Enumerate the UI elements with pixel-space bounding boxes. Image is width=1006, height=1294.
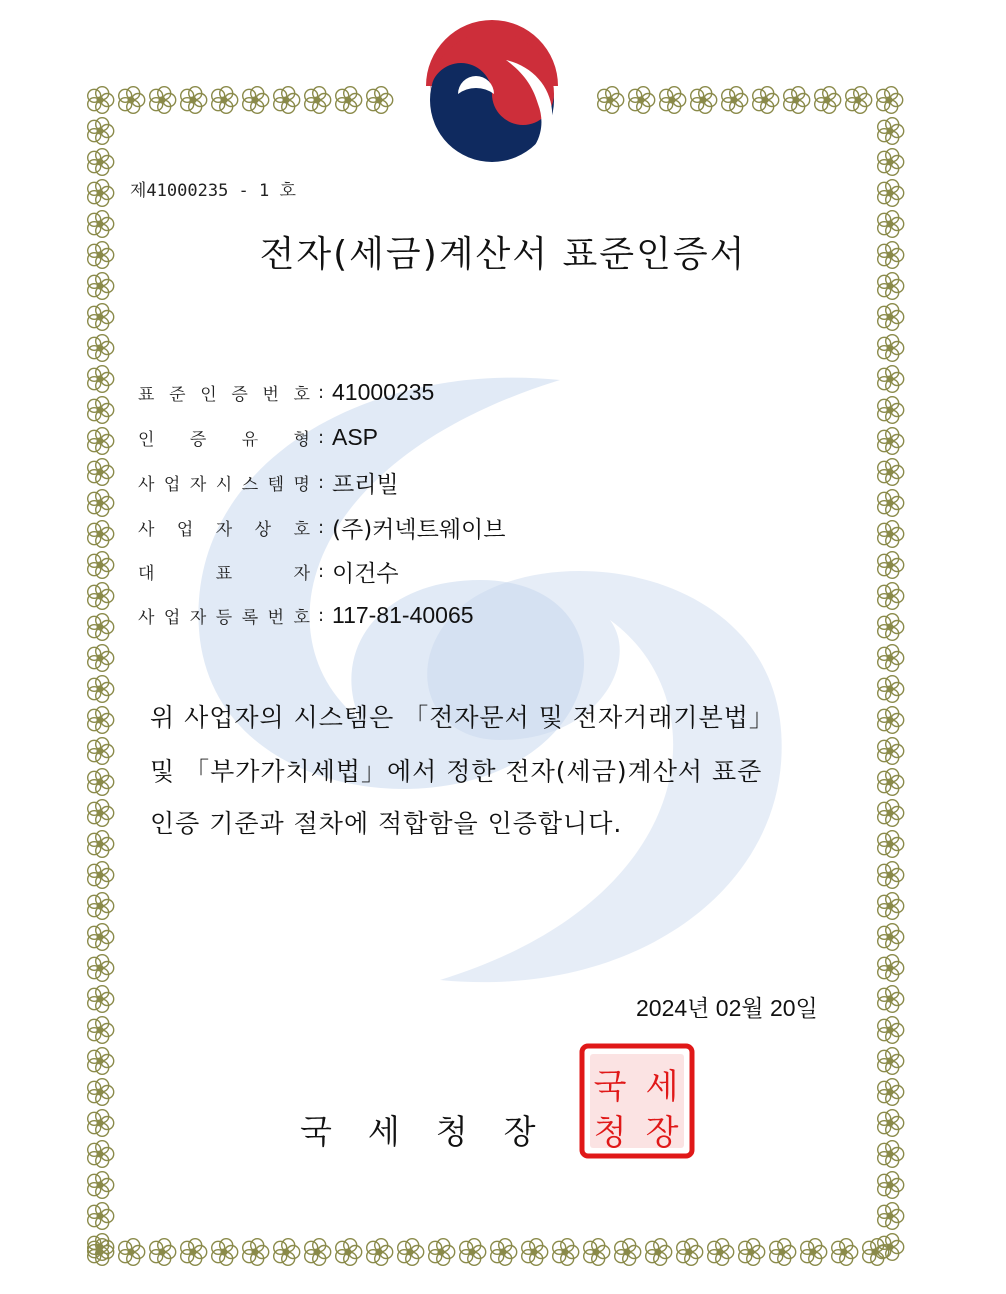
svg-text:장: 장 xyxy=(645,1113,679,1153)
statement-line-1: 위 사업자의 시스템은 「전자문서 및 전자거래기본법」 xyxy=(150,703,775,732)
svg-text:세: 세 xyxy=(645,1067,679,1107)
field-colon: : xyxy=(317,471,325,493)
svg-text:국: 국 xyxy=(593,1067,627,1107)
field-label: 표 준 인 증 번 호 xyxy=(138,384,310,405)
certificate-number: 제41000235 - 1 호 xyxy=(130,181,296,201)
svg-text:청: 청 xyxy=(593,1113,627,1153)
issue-date: 2024년 02월 20일 xyxy=(636,995,818,1021)
field-value: ASP xyxy=(332,423,379,450)
field-value: (주)커넥트웨이브 xyxy=(332,516,506,543)
field-colon: : xyxy=(317,381,325,403)
statement-line-2: 및 「부가가치세법」에서 정한 전자(세금)계산서 표준 xyxy=(150,757,763,786)
field-colon: : xyxy=(317,516,325,538)
field-label: 사 업 자 등 록 번 호 xyxy=(138,607,310,628)
field-colon: : xyxy=(317,560,325,582)
certificate-title: 전자(세금)계산서 표준인증서 xyxy=(259,234,747,275)
field-label: 인 증 유 형 xyxy=(138,429,310,450)
field-label: 사 업 자 시 스 템 명 xyxy=(138,474,310,495)
field-value: 117-81-40065 xyxy=(332,601,474,628)
field-colon: : xyxy=(317,426,325,448)
statement-line-3: 인증 기준과 절차에 적합함을 인증합니다. xyxy=(150,809,623,838)
field-value: 이건수 xyxy=(332,560,399,587)
field-colon: : xyxy=(317,604,325,626)
field-label: 대 표 자 xyxy=(138,563,310,584)
field-value: 프리빌 xyxy=(332,471,399,498)
field-value: 41000235 xyxy=(332,378,435,405)
field-label: 사 업 자 상 호 xyxy=(138,519,310,540)
issuer-name: 국세청장 xyxy=(300,1112,572,1151)
